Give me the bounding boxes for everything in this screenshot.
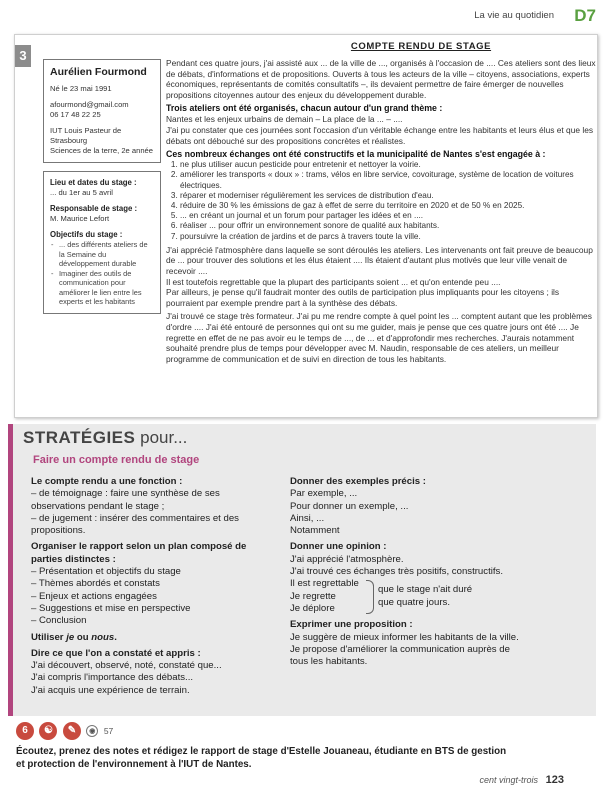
strategies-right-column xyxy=(290,476,590,669)
audio-cd-icon: ◉ xyxy=(86,725,98,737)
strategy-line: – Conclusion xyxy=(31,615,87,627)
document-card xyxy=(14,34,598,418)
strategy-line: Par exemple, ... xyxy=(290,488,358,500)
email: afourmond@gmail.com xyxy=(50,100,129,109)
section-code: D7 xyxy=(574,6,596,25)
study-year: Sciences de la terre, 2e année xyxy=(50,146,154,155)
report-paragraph: Par ailleurs, je pense qu'il faudrait monter des outils de participation plus impliquants pour les citoyens ; ils pourraient par exemple prendre part à la synthèse des débats. xyxy=(166,287,560,308)
page-number-words: cent vingt-trois xyxy=(479,775,538,785)
strategy-line: J'ai compris l'importance des débats... xyxy=(31,672,194,684)
strategy-line: tous les habitants. xyxy=(290,656,368,668)
strategy-heading: Donner des exemples précis : xyxy=(290,476,426,487)
commitment-item: 6. réaliser ... pour offrir un environnement sonore de qualité aux habitants. xyxy=(180,221,596,231)
activity-instruction: Écoutez, prenez des notes et rédigez le rapport de stage d'Estelle Jouaneau, étudiante en BTS de gestion et protection de l'environnement à l'IUT de Nantes. xyxy=(16,746,507,770)
report-paragraph: J'ai pu constater que ces journées sont l'occasion d'un véritable échange entre les habitants et leurs élus et que les débats ont débouché sur des propositions concrètes et réalistes. xyxy=(166,124,594,146)
strategy-line: – de jugement : insérer des commentaires et des xyxy=(31,512,239,524)
report-intro: Pendant ces quatre jours, j'ai assisté aux ... de la ville de ..., organisés à l'occasion de .... Ces ateliers sont des lieux de débats, d'informations et de propositions. Ouverts à tous les acteurs de la ville – citoyens, associations, experts économiques, représentants de comités consultatifs –, ils devaient permettre de faire émerger de nouvelles propositions citoyennes autour des enjeux du développement durable. xyxy=(166,58,596,100)
opinion-brace-group xyxy=(290,578,590,615)
strategy-line: Notamment xyxy=(290,525,340,537)
strategy-line: J'ai trouvé ces échanges très positifs, constructifs. xyxy=(290,566,503,578)
strategies-title xyxy=(23,428,187,448)
objective-item: - ... des différents ateliers de la Semaine du développement durable xyxy=(50,240,154,269)
strategy-heading: parties distinctes : xyxy=(31,553,116,565)
strategy-line: J'ai apprécié l'atmosphère. xyxy=(290,553,404,565)
report-heading-commitments: Ces nombreux échanges ont été constructifs et la municipalité de Nantes s'est engagée à : xyxy=(166,149,546,160)
heading-part: je xyxy=(66,631,75,643)
objectives-list xyxy=(50,240,154,307)
heading-part: nous xyxy=(91,631,115,643)
commitment-item: 7. poursuivre la création de jardins et de parcs à travers toute la ville. xyxy=(180,232,596,242)
commitment-item: 3. réparer et moderniser régulièrement les services de distribution d'eau. xyxy=(180,191,596,201)
report-conclusion: J'ai trouvé ce stage très formateur. J'ai pu me rendre compte à quel point les ... comptent autant que les problèmes d'ordre .... J'ai été entouré de personnes qui ont su me guider, mais je pense que ces quatre jours ont été .... Je regrette en effet de ne pas avoir eu le temps de ..., de ... et d'approfondir mes recherches. J'aurais notamment souhaité prendre plus de temps pour développer avec M. Naudin, responsable de ces ateliers, un meilleur programme de communication et de suivi en direction de tous les habitants. xyxy=(166,311,592,364)
student-name: Aurélien Fourmond xyxy=(50,66,147,78)
strategy-line: – Thèmes abordés et constats xyxy=(31,578,160,590)
heading-part: Utiliser xyxy=(31,631,67,643)
strategy-line: que quatre jours. xyxy=(378,596,450,608)
activity-number: 6 xyxy=(16,722,34,740)
strategies-title-small: pour... xyxy=(140,428,188,447)
strategies-box xyxy=(8,424,596,716)
page-header xyxy=(0,6,604,28)
commitment-item: 4. réduire de 30 % les émissions de gaz à effet de serre du territoire en 2020 et de 50 % en 2025. xyxy=(180,201,596,211)
listening-icon: ☯ xyxy=(39,722,57,740)
strategies-title-big: STRATÉGIES xyxy=(23,428,136,447)
report-body xyxy=(166,41,596,367)
page-number: 123 xyxy=(545,774,564,786)
strategy-line: – Suggestions et mise en perspective xyxy=(31,602,191,614)
place-label: Lieu et dates du stage : xyxy=(50,178,137,187)
strategy-heading xyxy=(31,632,276,644)
strategy-line: Ainsi, ... xyxy=(290,512,325,524)
strategy-line: Je suggère de mieux informer les habitants de la ville. xyxy=(290,631,519,643)
strategy-line: propositions. xyxy=(31,525,86,537)
strategy-line: Pour donner un exemple, ... xyxy=(290,500,409,512)
report-heading-themes: Trois ateliers ont été organisés, chacun autour d'un grand thème : xyxy=(166,103,443,114)
writing-icon: ✎ xyxy=(63,722,81,740)
strategy-line: que le stage n'ait duré xyxy=(378,584,473,596)
strategy-line: J'ai découvert, observé, noté, constaté que... xyxy=(31,660,222,672)
strategy-heading: Organiser le rapport selon un plan composé de xyxy=(31,541,247,553)
resp-value: M. Maurice Lefort xyxy=(50,214,110,223)
objective-item: - Imaginer des outils de communication pour améliorer le lien entre les experts et les habitants xyxy=(50,269,154,307)
stage-box xyxy=(43,171,161,314)
report-paragraph: J'ai apprécié l'atmosphère dans laquelle se sont déroulés les ateliers. Les intervenants ont fait preuve de beaucoup de ... pour trouver des solutions et les élus étaient .... Ils étaient d'autant plus motivés que leur ville venait de recevoir .... xyxy=(166,244,593,276)
strategy-line: Il est regrettable xyxy=(290,578,359,590)
strategy-line: observations pendant le stage ; xyxy=(31,500,165,512)
brace-icon xyxy=(366,580,374,614)
sidebar xyxy=(43,59,161,322)
strategy-heading: Donner une opinion : xyxy=(290,541,387,553)
report-title: COMPTE RENDU DE STAGE xyxy=(350,41,492,52)
document-number: 3 xyxy=(15,45,31,67)
commitment-item: 2. améliorer les transports « doux » : trams, vélos en libre service, covoiturage, système de location de voitures électriques. xyxy=(180,170,596,190)
phone: 06 17 48 22 25 xyxy=(50,110,101,119)
strategy-line: Je regrette xyxy=(290,590,336,602)
strategy-line: J'ai acquis une expérience de terrain. xyxy=(31,684,190,696)
activity-icons xyxy=(16,722,113,742)
strategy-heading: Dire ce que l'on a constaté et appris : xyxy=(31,647,201,659)
strategy-heading: Le compte rendu a une fonction : xyxy=(31,476,183,487)
place-value: ... du 1er au 5 avril xyxy=(50,188,113,197)
strategy-line: – Enjeux et actions engagées xyxy=(31,590,157,602)
objectives-label: Objectifs du stage : xyxy=(50,230,123,239)
section-title: La vie au quotidien xyxy=(474,10,554,21)
heading-part: . xyxy=(114,631,117,643)
strategy-line: Je propose d'améliorer la communication auprès de xyxy=(290,643,510,655)
report-paragraph: Il est toutefois regrettable que la plupart des participants soient ... et qu'on entende peu .... xyxy=(166,276,501,287)
commitments-list xyxy=(180,160,596,242)
strategy-heading: Exprimer une proposition : xyxy=(290,619,413,631)
audio-track-number: 57 xyxy=(103,726,114,736)
school: IUT Louis Pasteur de Strasbourg xyxy=(50,126,122,145)
resp-label: Responsable de stage : xyxy=(50,204,138,213)
strategy-line: Je déplore xyxy=(290,602,335,614)
birth-date: Né le 23 mai 1991 xyxy=(50,84,112,93)
strategy-line: – Présentation et objectifs du stage xyxy=(31,566,181,578)
heading-part: ou xyxy=(74,631,92,643)
identity-box xyxy=(43,59,161,163)
strategy-line: – de témoignage : faire une synthèse de ses xyxy=(31,488,220,500)
report-themes: Nantes et les enjeux urbains de demain – La place de la ... – .... xyxy=(166,114,403,125)
commitment-item: 1. ne plus utiliser aucun pesticide pour entretenir et nettoyer la voirie. xyxy=(180,160,596,170)
commitment-item: 5. ... en créant un journal et un forum pour partager les idées et en .... xyxy=(180,211,596,221)
strategies-left-column xyxy=(31,476,276,697)
strategies-subtitle: Faire un compte rendu de stage xyxy=(33,454,200,466)
